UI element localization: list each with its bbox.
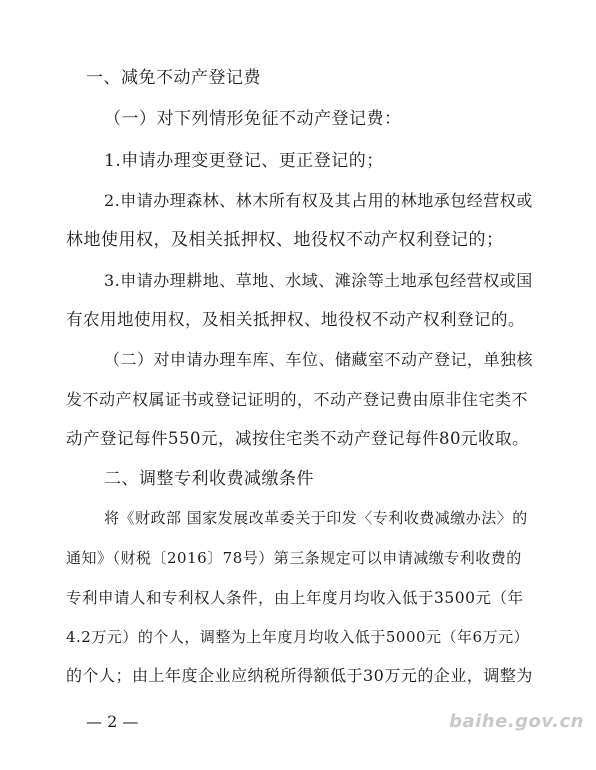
paragraph-line: 1.申请办理变更登记、更正登记的； [104, 151, 384, 171]
paragraph-line: 3.申请办理耕地、草地、水域、滩涂等土地承包经营权或国 [104, 271, 533, 290]
paragraph-line: 有农用地使用权，及相关抵押权、地役权不动产权利登记的。 [66, 310, 525, 329]
paragraph-line: 动产登记每件550元，减按住宅类不动产登记每件80元收取。 [66, 429, 529, 448]
section-heading-1: 一、减免不动产登记费 [86, 68, 261, 88]
page-number: — 2 — [86, 712, 139, 731]
paragraph-line: 通知》（财税〔2016〕78号）第三条规定可以申请减缴专利收费的 [66, 549, 522, 567]
paragraph-line: 的个人；由上年度企业应纳税所得额低于30万元的企业，调整为 [66, 666, 533, 685]
paragraph-line: 将《财政部 国家发展改革委关于印发〈专利收费减缴办法〉的 [104, 509, 528, 527]
paragraph-line: 专利申请人和专利权人条件，由上年度月均收入低于3500元（年 [66, 589, 524, 607]
section-heading-2: 二、调整专利收费减缴条件 [104, 469, 314, 489]
paragraph-line: 2.申请办理森林、林木所有权及其占用的林地承包经营权或 [104, 191, 533, 210]
subsection-heading-2: （二）对申请办理车库、车位、储藏室不动产登记，单独核 [104, 350, 534, 369]
paragraph-line: 4.2万元）的个人，调整为上年度月均收入低于5000元（年6万元） [66, 628, 530, 646]
subsection-heading-1: （一）对下列情形免征不动产登记费： [104, 109, 402, 129]
watermark: baihe.gov.cn [449, 711, 584, 732]
paragraph-line: 林地使用权，及相关抵押权、地役权不动产权利登记的； [66, 230, 504, 250]
paragraph-line: 发不动产权属证书或登记证明的，不动产登记费由原非住宅类不 [66, 390, 529, 409]
